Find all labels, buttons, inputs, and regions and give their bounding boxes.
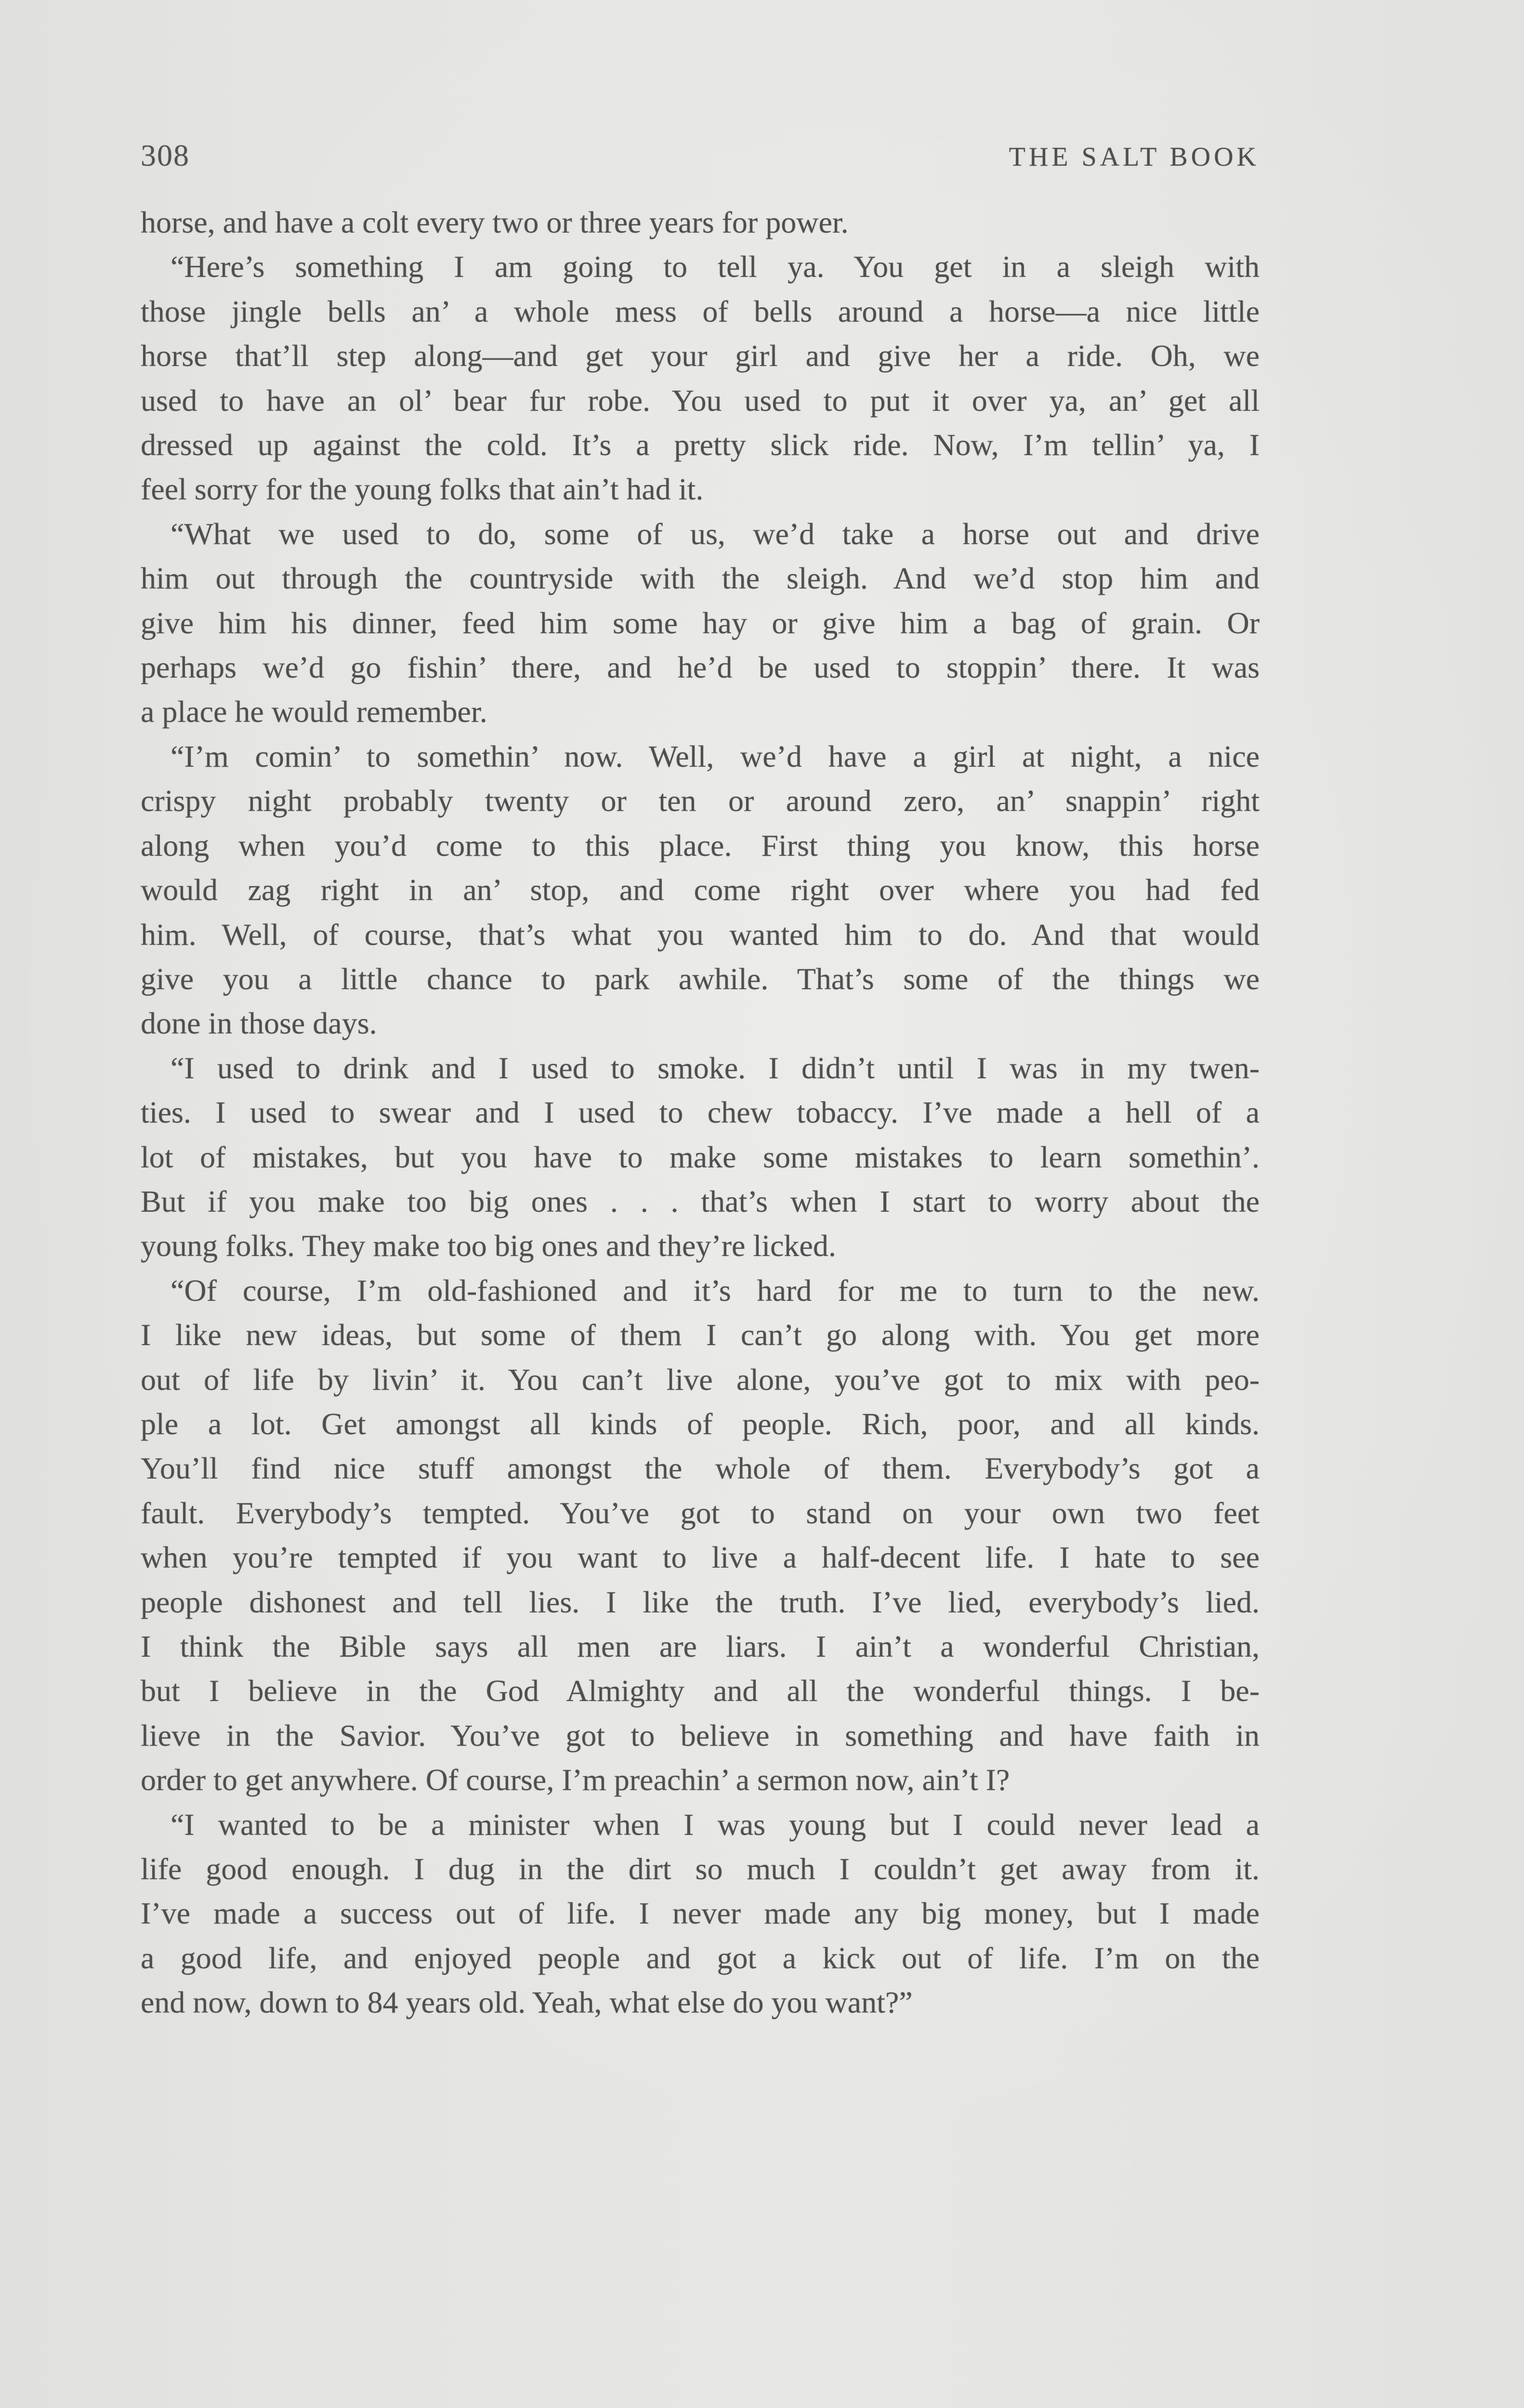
text-line: “Here’s something I am going to tell ya. You get in a sleigh with [171, 249, 1260, 284]
text-line: crispy night probably twenty or ten or around zero, an’ snappin’ right [141, 784, 1260, 818]
text-line: give him his dinner, feed him some hay or give him a bag of grain. Or [141, 605, 1260, 640]
text-line: along when you’d come to this place. First thing you know, this horse [141, 828, 1260, 863]
text-line: would zag right in an’ stop, and come right over where you had fed [141, 873, 1260, 907]
text-line: life good enough. I dug in the dirt so much I couldn’t get away from it. [141, 1852, 1260, 1886]
text-line: “I used to drink and I used to smoke. I didn’t until I was in my twen- [171, 1050, 1260, 1085]
text-line: feel sorry for the young folks that ain’t had it. [141, 472, 704, 507]
text-line: horse, and have a colt every two or three years for power. [141, 205, 849, 239]
text-line: those jingle bells an’ a whole mess of bells around a horse—a nice little [141, 294, 1260, 328]
paragraph [141, 245, 1260, 511]
text-line: “I wanted to be a minister when I was young but I could never lead a [171, 1807, 1260, 1842]
text-line: a good life, and enjoyed people and got a kick out of life. I’m on the [141, 1940, 1260, 1975]
text-line: order to get anywhere. Of course, I’m preachin’ a sermon now, ain’t I? [141, 1763, 1010, 1797]
text-line: I’ve made a success out of life. I never made any big money, but I made [141, 1896, 1260, 1931]
text-line: people dishonest and tell lies. I like the truth. I’ve lied, everybody’s lied. [141, 1584, 1260, 1619]
text-line: him out through the countryside with the sleigh. And we’d stop him and [141, 561, 1260, 596]
text-line: But if you make too big ones . . . that’s when I start to worry about the [141, 1184, 1260, 1218]
body-text [141, 200, 1260, 2025]
text-line: a place he would remember. [141, 694, 487, 729]
paragraph [141, 1269, 1260, 1803]
text-line: dressed up against the cold. It’s a pretty slick ride. Now, I’m tellin’ ya, I [141, 428, 1260, 462]
text-line: used to have an ol’ bear fur robe. You used to put it over ya, an’ get all [141, 383, 1260, 418]
page-number: 308 [141, 138, 190, 172]
paragraph [141, 1803, 1260, 2025]
text-line: end now, down to 84 years old. Yeah, what else do you want?” [141, 1985, 913, 2020]
paragraph [141, 1046, 1260, 1269]
text-line: lieve in the Savior. You’ve got to believe in something and have faith in [141, 1718, 1260, 1753]
text-line: but I believe in the God Almighty and all the wonderful things. I be- [141, 1674, 1260, 1708]
text-line: “Of course, I’m old-fashioned and it’s hard for me to turn to the new. [171, 1273, 1260, 1308]
text-line: ple a lot. Get amongst all kinds of people. Rich, poor, and all kinds. [141, 1406, 1260, 1441]
running-header [141, 138, 1260, 173]
text-line: done in those days. [141, 1006, 377, 1041]
text-line: perhaps we’d go fishin’ there, and he’d be used to stoppin’ there. It was [141, 650, 1260, 685]
text-line: You’ll find nice stuff amongst the whole of them. Everybody’s got a [141, 1451, 1260, 1486]
text-line: “I’m comin’ to somethin’ now. Well, we’d have a girl at night, a nice [171, 739, 1260, 773]
running-head-title: THE SALT BOOK [1009, 142, 1260, 172]
text-line: give you a little chance to park awhile. That’s some of the things we [141, 961, 1260, 996]
text-line: when you’re tempted if you want to live a half-decent life. I hate to see [141, 1540, 1260, 1575]
text-line: fault. Everybody’s tempted. You’ve got to stand on your own two feet [141, 1495, 1260, 1530]
text-line: “What we used to do, some of us, we’d take a horse out and drive [171, 516, 1260, 551]
text-line: young folks. They make too big ones and they’re licked. [141, 1229, 836, 1263]
text-line: him. Well, of course, that’s what you wanted him to do. And that would [141, 917, 1260, 952]
paragraph [141, 200, 1260, 245]
text-line: I like new ideas, but some of them I can’t go along with. You get more [141, 1318, 1260, 1352]
text-line: horse that’ll step along—and get your girl and give her a ride. Oh, we [141, 339, 1260, 373]
text-line: I think the Bible says all men are liars. I ain’t a wonderful Christian, [141, 1629, 1260, 1663]
paragraph [141, 734, 1260, 1046]
text-line: ties. I used to swear and I used to chew tobaccy. I’ve made a hell of a [141, 1095, 1260, 1130]
paragraph [141, 512, 1260, 734]
text-line: lot of mistakes, but you have to make some mistakes to learn somethin’. [141, 1139, 1260, 1174]
text-line: out of life by livin’ it. You can’t live alone, you’ve got to mix with peo- [141, 1362, 1260, 1397]
